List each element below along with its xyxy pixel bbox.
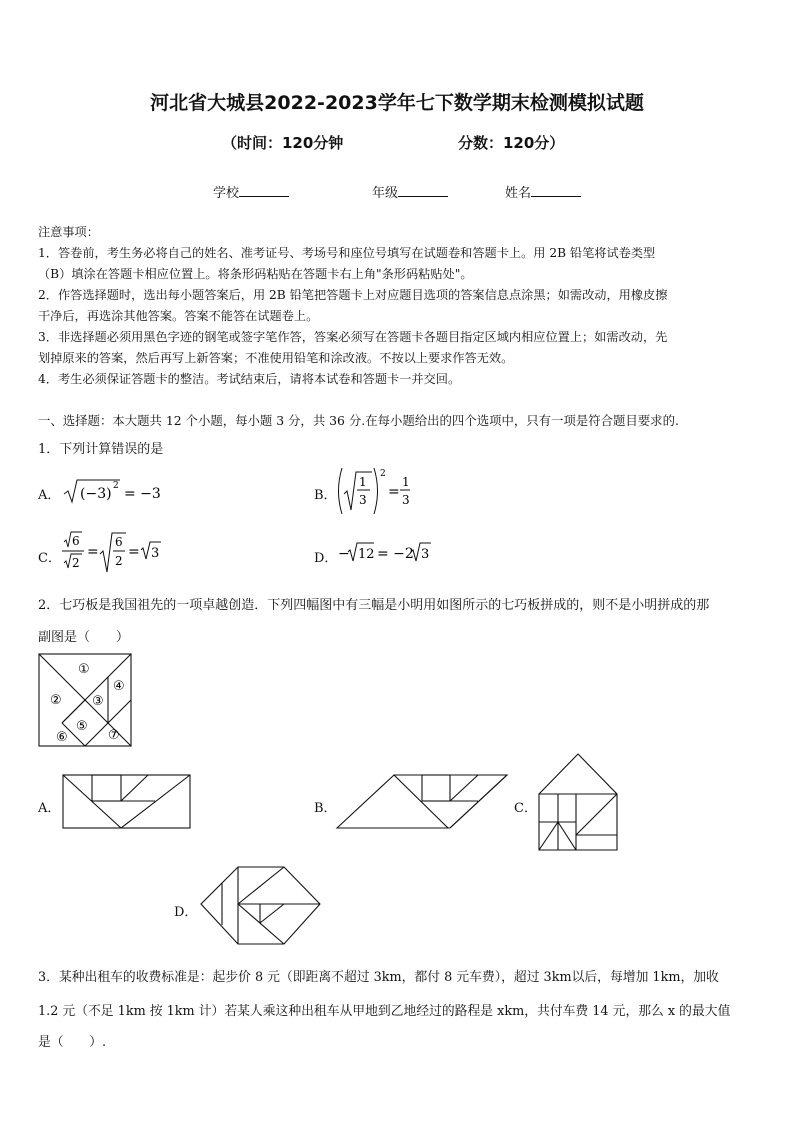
q2-d-label: D． xyxy=(174,905,198,920)
q3-line2: 1.2 元（不足 1km 按 1km 计）若某人乘这种出租车从甲地到乙地经过的路程是 xkm，共付车费 14 元，那么 x 的最大值 xyxy=(38,1004,731,1019)
q2-figure-c xyxy=(536,752,620,852)
grade-label: 年级 xyxy=(372,186,399,201)
notice-line: 3．非选择题必须用黑色字迹的钢笔或签字笔作答，答案必须写在答题卡各题目指定区域内相应位置上；如需改动，先 xyxy=(38,330,668,344)
svg-text:3: 3 xyxy=(151,546,160,561)
q1-option-c[interactable] xyxy=(38,547,61,566)
svg-text:1: 1 xyxy=(402,475,410,489)
q1-option-a[interactable] xyxy=(38,484,60,503)
q2-option-b[interactable] xyxy=(314,797,337,816)
q2-figure-b xyxy=(336,774,508,830)
svg-text:2: 2 xyxy=(115,554,123,568)
notice-heading: 注意事项： xyxy=(38,225,99,239)
svg-text:3: 3 xyxy=(359,493,367,507)
q1-b-label: B． xyxy=(314,488,337,503)
section1-heading: 一、选择题：本大题共 12 个小题，每小题 3 分，共 36 分.在每小题给出的四个选项中，只有一项是符合题目要求的. xyxy=(38,413,679,428)
q1-a-label: A． xyxy=(38,488,61,503)
exam-score: 分数：120分） xyxy=(458,134,565,152)
tangram-piece-7: ⑦ xyxy=(108,728,120,743)
svg-text:6: 6 xyxy=(72,534,80,548)
q3-line1: 3．某种出租车的收费标准是：起步价 8 元（即距离不超过 3km，都付 8 元车费），超过 3km以后，每增加 1km，加收 xyxy=(38,970,719,985)
name-label: 姓名 xyxy=(505,186,532,201)
q2-stem-line1: 2．七巧板是我国祖先的一项卓越创造．下列四幅图中有三幅是小明用如图所示的七巧板拼成的，则不是小明拼成的那 xyxy=(38,598,710,613)
svg-text:2: 2 xyxy=(380,469,386,479)
svg-text:1: 1 xyxy=(359,475,367,489)
notice-line: 划掉原来的答案，然后再写上新答案；不准使用铅笔和涂改液。不按以上要求作答无效。 xyxy=(38,351,514,365)
q2-option-c[interactable] xyxy=(514,797,537,816)
svg-text:(−3): (−3) xyxy=(80,486,112,502)
svg-text:6: 6 xyxy=(115,535,123,549)
q2-figure-a xyxy=(62,774,192,830)
svg-text:12: 12 xyxy=(358,547,375,562)
tangram-piece-3: ③ xyxy=(92,694,104,709)
tangram-piece-1: ① xyxy=(78,662,90,677)
tangram-reference xyxy=(38,653,132,747)
school-blank[interactable] xyxy=(239,184,289,197)
notice-line: 2．作答选择题时，选出每小题答案后，用 2B 铅笔把答题卡上对应题目选项的答案信息点涂黑；如需改动，用橡皮擦 xyxy=(38,288,668,302)
svg-text:2: 2 xyxy=(72,556,80,570)
exam-time: （时间：120分钟 xyxy=(222,134,344,152)
q1-c-label: C． xyxy=(38,551,61,566)
svg-text:2: 2 xyxy=(113,481,119,491)
school-field[interactable] xyxy=(213,182,289,201)
q3-line3: 是（ ）. xyxy=(38,1035,107,1050)
q1-d-label: D． xyxy=(314,551,338,566)
svg-text:=: = xyxy=(87,544,99,560)
tangram-piece-6: ⑥ xyxy=(56,730,68,745)
grade-blank[interactable] xyxy=(398,184,448,197)
q1-a-formula xyxy=(62,476,161,506)
q1-stem: 1．下列计算错误的是 xyxy=(38,442,164,457)
q2-figure-d xyxy=(200,864,322,948)
notice-line: 干净后，再选涂其他答案。答案不能答在试题卷上。 xyxy=(38,309,319,323)
q2-b-label: B． xyxy=(314,801,337,816)
q2-option-a[interactable] xyxy=(38,797,60,816)
tangram-piece-4: ④ xyxy=(113,679,125,694)
q1-d-formula xyxy=(336,540,436,566)
q1-b-formula xyxy=(334,466,424,518)
q2-a-label: A． xyxy=(38,801,61,816)
name-field[interactable] xyxy=(505,182,581,201)
q2-stem-line2: 副图是（ ） xyxy=(38,630,130,645)
notice-line: 4．考生必须保证答题卡的整洁。考试结束后，请将本试卷和答题卡一并交回。 xyxy=(38,372,461,386)
q2-c-label: C． xyxy=(514,801,537,816)
notice-line: 1．答卷前，考生务必将自己的姓名、准考证号、考场号和座位号填写在试题卷和答题卡上。用 2B 铅笔将试卷类型 xyxy=(38,246,656,260)
school-label: 学校 xyxy=(213,186,240,201)
notice-line: （B）填涂在答题卡相应位置上。将条形码粘贴在答题卡右上角"条形码粘贴处"。 xyxy=(38,267,473,281)
tangram-piece-5: ⑤ xyxy=(76,719,88,734)
q1-c-formula xyxy=(60,530,170,576)
grade-field[interactable] xyxy=(372,182,448,201)
svg-text:=: = xyxy=(128,544,140,560)
svg-text:−: − xyxy=(338,546,350,562)
exam-title: 河北省大城县2022-2023学年七下数学期末检测模拟试题 xyxy=(150,92,644,114)
svg-text:3: 3 xyxy=(402,493,410,507)
svg-text:= −3: = −3 xyxy=(124,486,161,502)
svg-text:3: 3 xyxy=(421,547,430,562)
q2-option-d[interactable] xyxy=(174,901,197,920)
q1-option-d[interactable] xyxy=(314,547,337,566)
tangram-piece-2: ② xyxy=(50,693,62,708)
svg-text:= −2: = −2 xyxy=(377,546,414,562)
name-blank[interactable] xyxy=(531,184,581,197)
svg-text:=: = xyxy=(388,484,400,500)
